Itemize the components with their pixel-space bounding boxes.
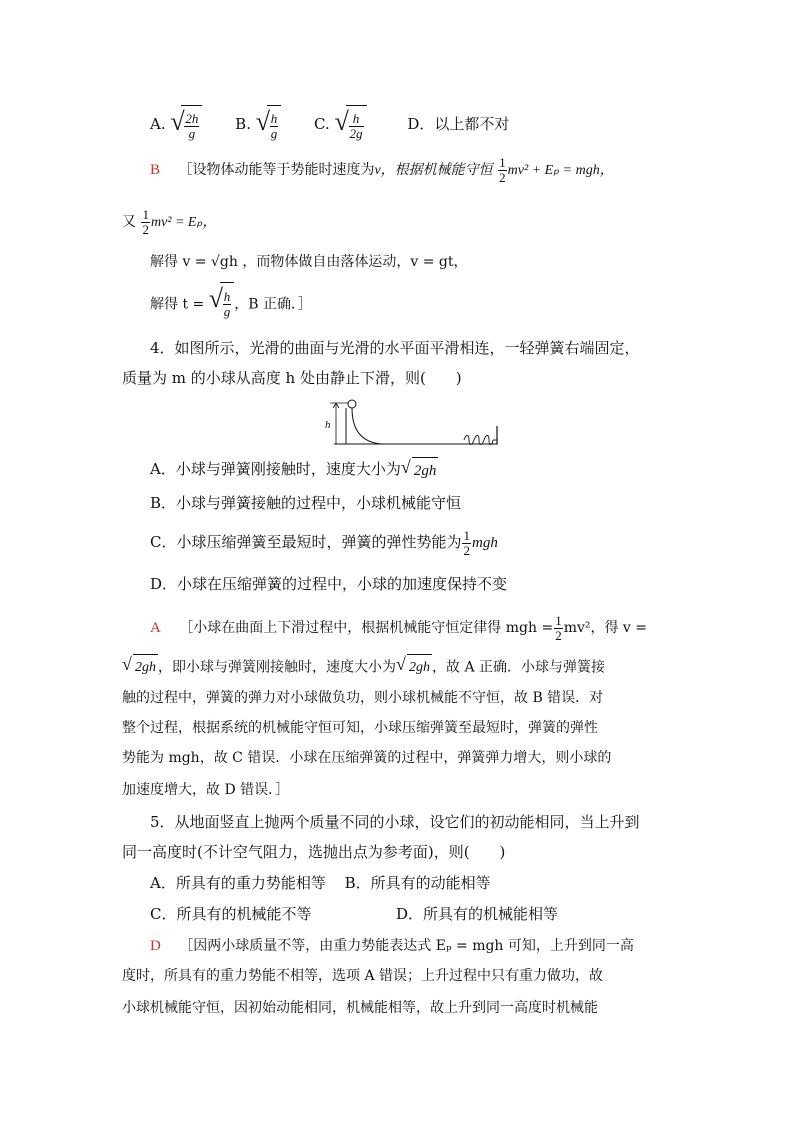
q3-half-fraction-2: $\frac{1}{2}$ (142, 206, 149, 237)
q4-option-b: B．小球与弹簧接触的过程中，小球机械能守恒 (150, 494, 462, 512)
q3-half-fraction: $\frac{1}{2}$ (499, 154, 506, 185)
q3-explanation-line3: 解得 v = √gh ，而物体做自由落体运动，v = gt， (150, 254, 468, 270)
q4-figure (322, 396, 500, 448)
q4-option-a-sqrt: √ 2gh (401, 457, 439, 484)
q3-t-sqrt: √ $\frac{h}{g}$ (209, 282, 235, 327)
q5-stem-line1: 5．从地面竖直上抛两个质量不同的小球，设它们的初动能相同，当上升到 (150, 813, 640, 831)
q4-option-a: A．小球与弹簧刚接触时，速度大小为 √ 2gh (150, 456, 438, 482)
q4-answer: A (150, 620, 161, 636)
q4-option-c-fraction: $\frac{1}{2}$ (463, 527, 470, 558)
q5-option-b: B．所具有的动能相等 (344, 874, 491, 892)
q5-option-d-row (396, 904, 558, 924)
q4-stem-line2: 质量为 m 的小球从高度 h 处由静止下滑，则( ) (122, 369, 462, 387)
q4-option-d: D．小球在压缩弹簧的过程中，小球的加速度保持不变 (150, 575, 508, 593)
q5-options-row2 (150, 904, 311, 924)
q5-option-c: C．所具有的机械能不等 (150, 905, 312, 923)
q3-option-b: B. √ $\frac{h}{g}$ (235, 104, 281, 146)
q3-option-a-sqrt: √ $\frac{2h}{g}$ (170, 105, 202, 146)
q3-option-c: C. √ $\frac{h}{2g}$ (314, 104, 367, 146)
curved-slope (352, 408, 382, 444)
q5-explanation-line3: 小球机械能守恒，因初始动能相同，机械能相等，故上升到同一高度时机械能 (122, 1000, 598, 1016)
q3-explanation-line4: 解得 t = √ $\frac{h}{g}$ ，B 正确．］ (150, 282, 312, 326)
q3-option-d: D．以上都不对 (407, 115, 510, 133)
q4-expl-fraction: $\frac{1}{2}$ (555, 612, 562, 643)
q4-explanation-line4: 整个过程，根据系统的机械能守恒可知，小球压缩弹簧至最短时，弹簧的弹性 (122, 720, 598, 736)
q4-option-c: C．小球压缩弹簧至最短时，弹簧的弹性势能为 $\frac{1}{2}$ mgh (150, 527, 498, 558)
q3-option-b-sqrt: √ $\frac{h}{g}$ (256, 105, 282, 146)
q3-options-row (150, 104, 509, 144)
q5-explanation-line1: D ［因两小球质量不等，由重力势能表达式 Eₚ = mgh 可知，上升到同一高 (150, 938, 634, 954)
q5-option-a: A．所具有的重力势能相等 (150, 874, 326, 892)
q4-expl-sqrt-2: √ 2gh (396, 654, 432, 681)
q4-explanation-line2: √ 2gh ，即小球与弹簧刚接触时，速度大小为 √ 2gh ，故 A 正确．小球与弹簧接 (122, 654, 605, 680)
q3-option-a: A. √ $\frac{2h}{g}$ (150, 104, 202, 146)
q3-option-c-sqrt: √ $\frac{h}{2g}$ (335, 105, 367, 146)
q5-explanation-line2: 度时，所具有的重力势能不相等，选项 A 错误；上升过程中只有重力做功，故 (122, 968, 604, 984)
q5-option-d: D．所具有的机械能相等 (396, 905, 559, 923)
q3-explanation-line2: 又 $\frac{1}{2}$ mv² = Eₚ， (122, 206, 217, 237)
spring (464, 436, 493, 445)
q4-stem-line1: 4．如图所示，光滑的曲面与光滑的水平面平滑相连，一轻弹簧右端固定， (150, 339, 640, 357)
q5-answer: D (150, 938, 161, 954)
q5-options-row1 (150, 873, 491, 893)
q4-explanation-line1: A ［小球在曲面上下滑过程中，根据机械能守恒定律得 mgh = $\frac{1}{2}$ mv²，得 v = (150, 612, 648, 643)
height-label: h (325, 419, 331, 431)
q5-stem-line2: 同一高度时(不计空气阻力，选抛出点为参考面)，则( ) (122, 843, 506, 861)
q3-answer: B (150, 162, 161, 178)
q4-explanation-line6: 加速度增大，故 D 错误．］ (122, 782, 290, 798)
ball (348, 400, 356, 408)
q4-explanation-line5: 势能为 mgh，故 C 错误．小球在压缩弹簧的过程中，弹簧弹力增大，则小球的 (122, 750, 612, 766)
q4-expl-sqrt-1: √ 2gh (122, 654, 158, 681)
q3-explanation-line1: B ［设物体动能等于势能时速度为v，根据机械能守恒 $\frac{1}{2}$ mv² + Eₚ = mgh， (150, 154, 614, 185)
q4-explanation-line3: 触的过程中，弹簧的弹力对小球做负功，则小球机械能不守恒，故 B 错误．对 (122, 690, 604, 706)
